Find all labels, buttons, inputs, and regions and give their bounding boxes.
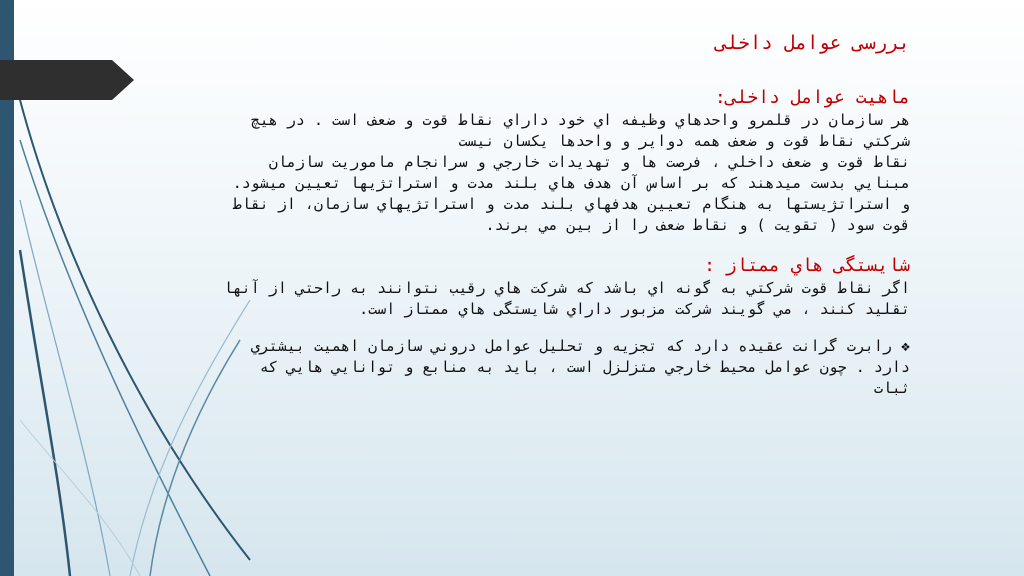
paragraph-competencies-2-text: رابرت گرانت عقيده دارد كه تجزيه و تحليل عوامل دروني سازمان اهميت بيشتري دارد . چون عوامل محيط خارجي متزلزل است ، بايد به منابع و توانايي هايي كه ثبات: [250, 337, 910, 397]
arrow-tab-decoration: [0, 60, 134, 100]
paragraph-internal-1: هر سازمان در قلمرو واحدهاي وظيفه اي خود داراي نقاط قوت و ضعف است . در هيچ شركتي نقاط قوت و ضعف همه دواير و واحدها يكسان نيست: [250, 111, 910, 150]
paragraph-internal-2: نقاط قوت و ضعف داخلي ، فرصت ها و تهديدات خارجي و سرانجام ماموريت سازمان مبنايي بدست ميدهند كه بر اساس آن هدف هاي بلند مدت و استراتژيها تعيين ميشود. و استراتژيستها به هنگام تعيين هدفهاي بلند مدت و استراتژيهاي سازمان، از نقاط قوت سود ( تقويت ) و نقاط ضعف را از بين مي برند.: [232, 153, 910, 234]
paragraph-competencies-1: اگر نقاط قوت شركتي به گونه اي باشد كه شركت هاي رقيب نتوانند به راحتي از آنها تقليد كنند ، مي گويند شركت مزبور داراي شايستگی هاي ممتاز است.: [223, 279, 910, 318]
bullet-icon: ❖: [900, 337, 910, 355]
section-heading-internal-factors: ماهیت عوامل داخلی:: [714, 87, 910, 108]
paragraph-competencies-2: [220, 336, 910, 399]
section-heading-competencies: شايستگی هاي ممتاز :: [704, 255, 910, 276]
slide-title: بررسی عوامل داخلی: [715, 32, 910, 54]
slide-content: [220, 30, 910, 399]
